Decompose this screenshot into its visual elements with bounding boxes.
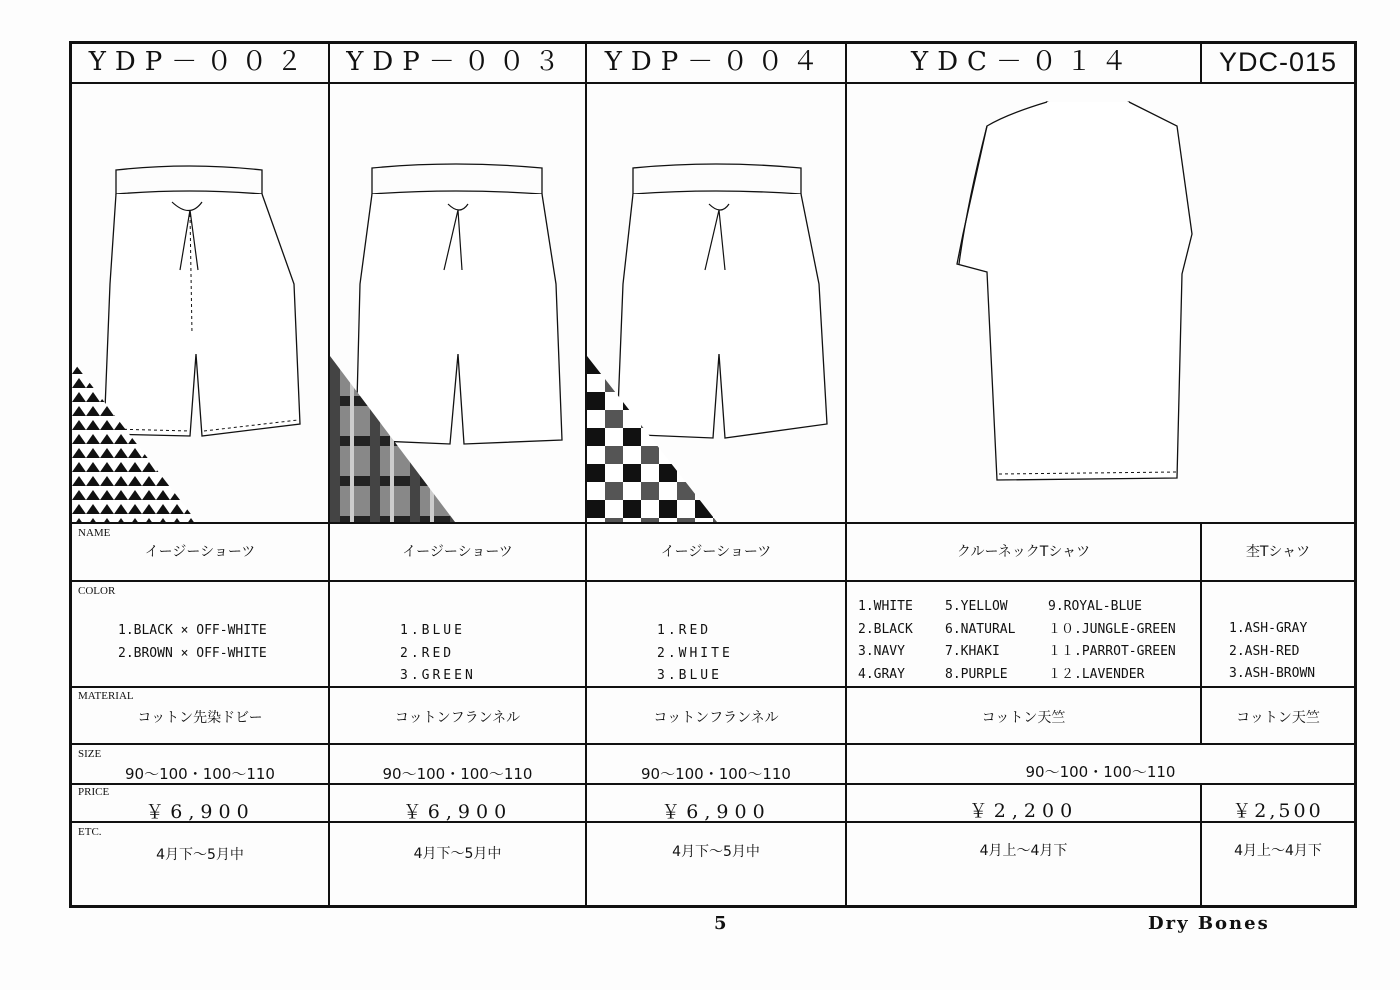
colors-ydc-014-col2: 5.YELLOW 6.NATURAL 7.KHAKI 8.PURPLE	[945, 599, 1016, 682]
colors-ydc-014-col3: 9.ROYAL-BLUE １０.JUNGLE-GREEN １１.PARROT-GREEN １２.LAVENDER	[1048, 599, 1176, 682]
size-ydp-003: 90～100・100～110	[382, 765, 533, 783]
fabric-swatch-check	[587, 356, 717, 522]
colors-ydc-014-col1: 1.WHITE 2.BLACK 3.NAVY 4.GRAY	[858, 599, 913, 682]
etc-ydp-004: 4月下～5月中	[672, 844, 760, 860]
name-ydc-015: 杢Tシャツ	[1245, 544, 1311, 560]
tshirt-illustration	[847, 84, 1200, 522]
row-line-name	[69, 580, 1356, 582]
row-label-etc: ETC.	[78, 826, 102, 838]
frame-right	[1354, 41, 1357, 908]
etc-ydc-014: 4月上～4月下	[979, 843, 1068, 859]
colors-ydp-002: 1.BLACK × OFF-WHITE 2.BROWN × OFF-WHITE	[118, 623, 267, 661]
material-ydp-003: コットンフランネル	[394, 710, 521, 726]
material-ydp-002: コットン先染ドビー	[137, 710, 263, 726]
size-ydp-002: 90～100・100～110	[125, 765, 275, 783]
product-code-ydc-015: YDC-015	[1218, 47, 1338, 77]
etc-ydp-003: 4月下～5月中	[413, 846, 502, 862]
price-ydp-003: ￥6,900	[402, 801, 513, 823]
colors-ydc-015: 1.ASH-GRAY 2.ASH-RED 3.ASH-BROWN	[1229, 621, 1316, 681]
row-label-name: NAME	[78, 527, 111, 539]
row-label-size: SIZE	[78, 748, 102, 760]
etc-ydp-002: 4月下～5月中	[156, 847, 244, 863]
material-ydp-004: コットンフランネル	[653, 710, 779, 726]
page-number: 5	[714, 913, 727, 934]
name-ydc-014: クルーネックTシャツ	[956, 544, 1091, 560]
colors-ydp-003: 1.BLUE 2.RED 3.GREEN	[400, 623, 476, 683]
etc-ydc-015: 4月上～4月下	[1234, 843, 1322, 859]
frame-bottom	[69, 905, 1356, 908]
price-ydp-004: ￥6,900	[661, 801, 771, 823]
brand-name: Dry Bones	[1148, 913, 1270, 934]
row-line-image	[69, 522, 1356, 524]
material-ydc-015: コットン天竺	[1236, 710, 1320, 726]
price-ydc-015: ￥2,500	[1232, 800, 1324, 822]
size-ydp-004: 90～100・100～110	[641, 765, 791, 783]
row-line-material	[69, 743, 1356, 745]
material-ydc-014: コットン天竺	[981, 710, 1066, 726]
product-code-ydc-014: YDC－０１４	[911, 47, 1136, 77]
fabric-swatch-houndstooth	[72, 360, 197, 522]
product-code-ydp-003: YDP－００３	[346, 47, 569, 77]
product-code-ydp-004: YDP－００４	[604, 47, 828, 77]
row-label-color: COLOR	[78, 585, 116, 597]
row-label-material: MATERIAL	[78, 690, 134, 702]
name-ydp-004: イージーショーツ	[660, 544, 772, 560]
product-code-ydp-002: YDP－００２	[88, 47, 312, 77]
name-ydp-003: イージーショーツ	[402, 544, 513, 560]
colors-ydp-004: 1.RED 2.WHITE 3.BLUE	[657, 623, 733, 683]
name-ydp-002: イージーショーツ	[144, 544, 256, 560]
price-ydc-014: ￥2,200	[968, 800, 1079, 822]
price-ydp-002: ￥6,900	[145, 801, 255, 823]
size-ydc-shared: 90～100・100～110	[1025, 763, 1176, 781]
fabric-swatch-plaid	[330, 356, 455, 522]
row-label-price: PRICE	[78, 786, 110, 798]
